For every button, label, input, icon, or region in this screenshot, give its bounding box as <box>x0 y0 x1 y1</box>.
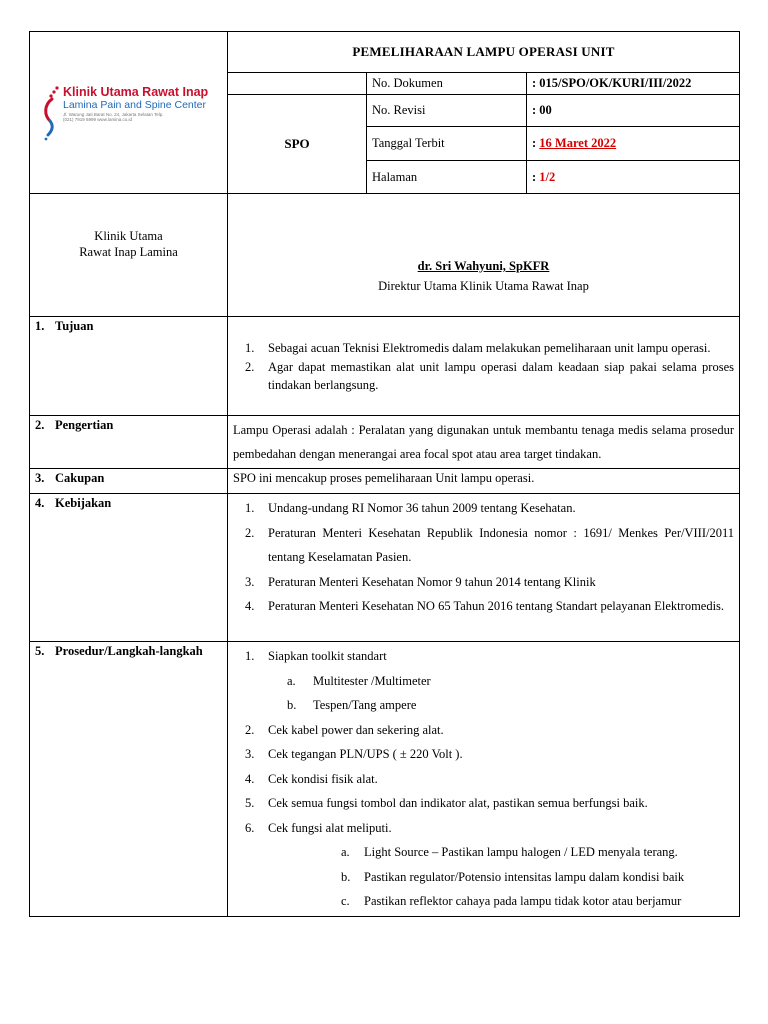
clinic-logo <box>38 83 228 143</box>
section-content: SPO ini mencakup proses pemeliharaan Unit lampu operasi. <box>228 469 740 494</box>
page-number: 1/2 <box>539 169 556 184</box>
section-content <box>228 494 740 642</box>
list-item: 1. Siapkan toolkit standart <box>245 649 387 663</box>
doc-number-label: No. Dokumen <box>367 73 527 95</box>
section-content: Lampu Operasi adalah : Peralatan yang digunakan untuk membantu tenaga medis selama prosedur pembedahan dengan menerangai area focal spot atau area target tindakan. <box>228 416 740 469</box>
section-cakupan <box>30 469 740 494</box>
list-item: 1. Undang-undang RI Nomor 36 tahun 2009 tentang Kesehatan. <box>245 501 576 515</box>
section-content <box>228 642 740 917</box>
document-header-table <box>29 31 740 194</box>
page-label: Halaman <box>367 161 527 194</box>
section-label: Kebijakan <box>55 496 112 510</box>
list-item: 5. Cek semua fungsi tombol dan indikator alat, pastikan semua berfungsi baik. <box>245 796 648 810</box>
document-title: PEMELIHARAAN LAMPU OPERASI UNIT <box>228 32 740 73</box>
section-title <box>30 642 228 917</box>
spo-top-cell <box>228 73 367 95</box>
list-item: 4. Peraturan Menteri Kesehatan NO 65 Tahun 2016 tentang Standart pelayanan Elektromedis. <box>245 599 725 613</box>
approval-signatory <box>228 194 740 317</box>
section-title <box>30 416 228 469</box>
logo-cell <box>30 32 228 194</box>
list-item: 2. Agar dapat memastikan alat unit lampu operasi dalam keadaan siap pakai selama proses tindakan berlangsung. <box>245 359 734 392</box>
section-title <box>30 317 228 416</box>
section-number: 5. <box>35 644 45 658</box>
list-subitem: c. Pastikan reflektor cahaya pada lampu tidak kotor atau berjamur <box>341 894 682 908</box>
list-item: 2. Peraturan Menteri Kesehatan Republik Indonesia nomor : 1691/ Menkes Per/VIII/2011 tentang Keselamatan Pasien. <box>245 525 734 564</box>
list-subitem: a. Light Source – Pastikan lampu halogen / LED menyala terang. <box>341 845 678 859</box>
section-number: 1. <box>35 319 45 333</box>
issue-date-value <box>527 127 740 161</box>
list-subitem: b. Pastikan regulator/Potensio intensitas lampu dalam kondisi baik <box>341 869 685 884</box>
logo-brand-text: Klinik Utama Rawat Inap <box>63 84 209 99</box>
section-content <box>228 317 740 416</box>
issue-date: 16 Maret 2022 <box>539 136 617 150</box>
approver-position: Direktur Utama Klinik Utama Rawat Inap <box>378 279 589 293</box>
section-kebijakan <box>30 494 740 642</box>
document-body-table <box>29 193 740 917</box>
issue-date-prefix: : <box>532 136 540 150</box>
spine-logo-icon <box>38 83 62 143</box>
section-label: Prosedur/Langkah-langkah <box>55 644 203 658</box>
logo-subtitle-text: Lamina Pain and Spine Center <box>63 98 207 111</box>
section-label: Cakupan <box>55 471 105 485</box>
approver-name: dr. Sri Wahyuni, SpKFR <box>417 259 550 273</box>
section-prosedur <box>30 642 740 917</box>
approval-org-line2: Rawat Inap Lamina <box>79 245 178 259</box>
list-item: 3. Cek tegangan PLN/UPS ( ± 220 Volt ). <box>245 747 463 761</box>
approval-org <box>30 194 228 317</box>
doc-number-value: : 015/SPO/OK/KURI/III/2022 <box>527 73 740 95</box>
section-title <box>30 494 228 642</box>
list-item: 6. Cek fungsi alat meliputi. <box>245 820 392 835</box>
spo-document <box>29 31 739 917</box>
list-item: 3. Peraturan Menteri Kesehatan Nomor 9 tahun 2014 tentang Klinik <box>245 574 596 589</box>
revision-value: : 00 <box>527 95 740 127</box>
list-item: 4. Cek kondisi fisik alat. <box>245 771 378 786</box>
page-value <box>527 161 740 194</box>
section-number: 2. <box>35 418 45 432</box>
section-number: 4. <box>35 496 45 510</box>
section-title <box>30 469 228 494</box>
logo-address-text: Jl. Warung Jati Barat No. 24, Jakarta Selatan Telp. (021) 7919 6999 www.lamina.co.id <box>63 111 164 122</box>
section-label: Tujuan <box>55 319 94 333</box>
approval-row <box>30 194 740 317</box>
spo-label: SPO <box>228 95 367 194</box>
section-number: 3. <box>35 471 45 485</box>
list-subitem: a. Multitester /Multimeter <box>287 673 431 688</box>
section-label: Pengertian <box>55 418 114 432</box>
list-item: 1. Sebagai acuan Teknisi Elektromedis dalam melakukan pemeliharaan unit lampu operasi. <box>245 341 711 355</box>
section-tujuan <box>30 317 740 416</box>
revision-label: No. Revisi <box>367 95 527 127</box>
section-pengertian <box>30 416 740 469</box>
list-subitem: b. Tespen/Tang ampere <box>287 698 417 712</box>
page-prefix: : <box>532 169 540 184</box>
list-item: 2. Cek kabel power dan sekering alat. <box>245 722 444 737</box>
approval-org-line1: Klinik Utama <box>94 229 163 243</box>
issue-date-label: Tanggal Terbit <box>367 127 527 161</box>
